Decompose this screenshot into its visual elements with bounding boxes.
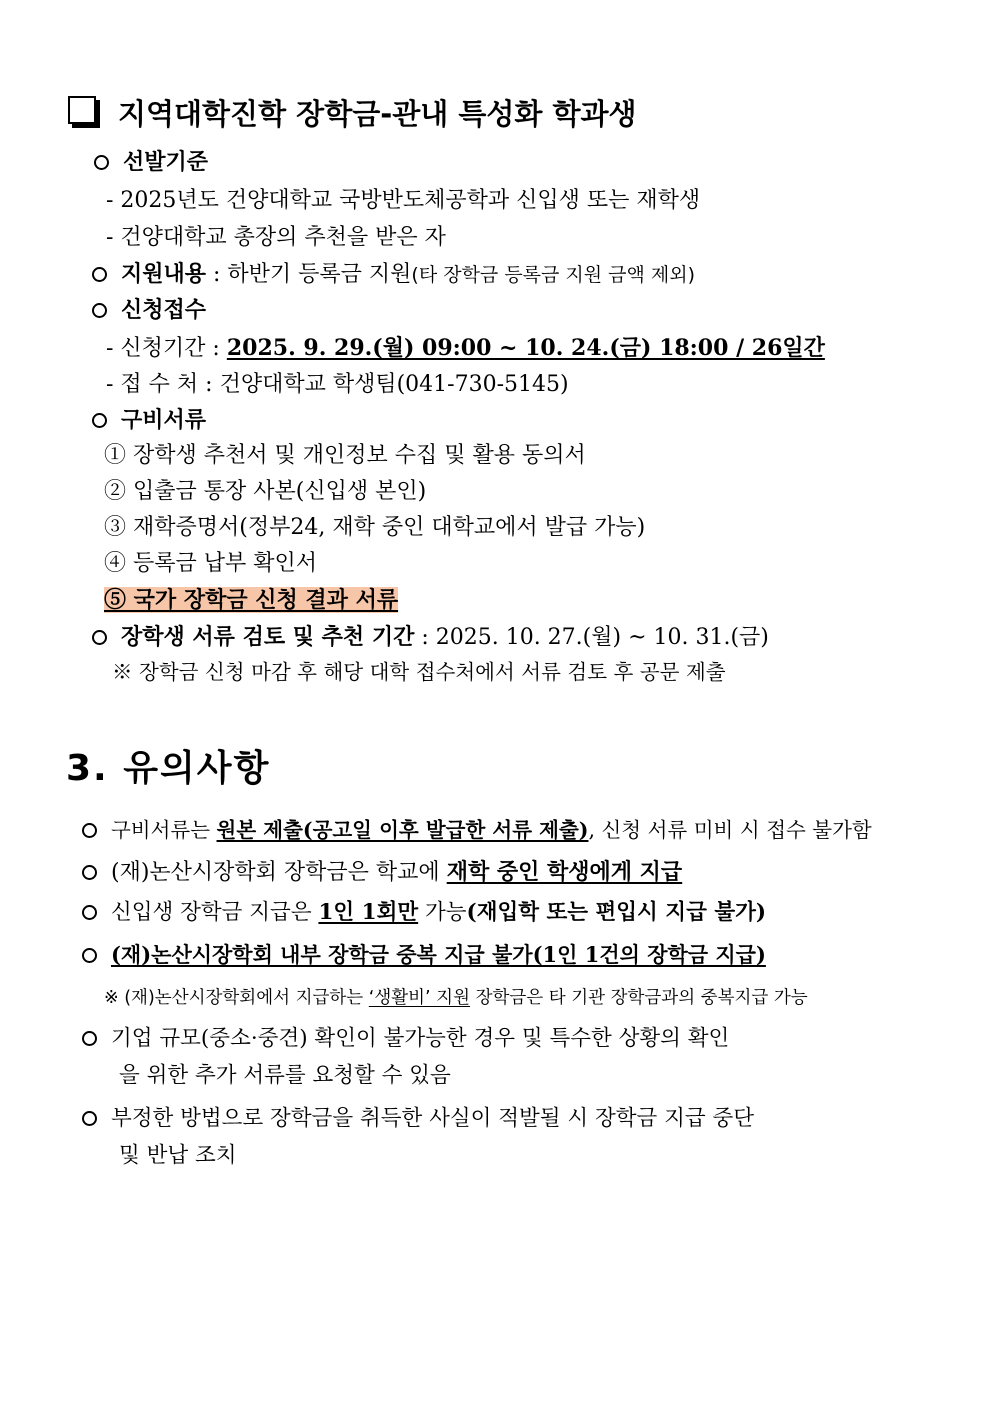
review-note: ※ 장학금 신청 마감 후 해당 대학 접수처에서 서류 검토 후 공문 제출 [112, 660, 726, 684]
checkbox-square-icon [68, 96, 100, 128]
doc-item-highlighted: ⑤ 국가 장학금 신청 결과 서류 [104, 587, 399, 613]
bullet-circle-icon [82, 865, 97, 880]
bullet-circle-icon [92, 630, 107, 645]
apply-period: - 신청기간 : 2025. 9. 29.(월) 09:00 ~ 10. 24.(금) 18:00 / 26일간 [106, 335, 825, 361]
apply-office: - 접 수 처 : 건양대학교 학생팀(041-730-5145) [106, 372, 569, 397]
bullet-circle-icon [82, 1111, 97, 1126]
notes-title: 3. 유의사항 [66, 748, 271, 789]
doc-item: ① 장학생 추천서 및 개인정보 수집 및 활용 동의서 [104, 443, 586, 468]
selection-item: - 건양대학교 총장의 추천을 받은 자 [106, 225, 446, 250]
bullet-circle-icon [92, 267, 107, 282]
doc-item: ④ 등록금 납부 확인서 [104, 551, 317, 576]
note-item-continued: 및 반납 조치 [119, 1143, 237, 1168]
note-item: (재)논산시장학회 장학금은 학교에 재학 중인 학생에게 지급 [82, 857, 682, 888]
selection-item: - 2025년도 건양대학교 국방반도체공학과 신입생 또는 재학생 [106, 188, 701, 213]
bullet-circle-icon [82, 823, 97, 838]
doc-item: ③ 재학증명서(정부24, 재학 중인 대학교에서 발급 가능) [104, 515, 646, 540]
note-item: (재)논산시장학회 내부 장학금 중복 지급 불가(1인 1건의 장학금 지급) [82, 940, 766, 970]
doc-item: ② 입출금 통장 사본(신입생 본인) [104, 479, 427, 504]
selection-heading: 선발기준 [94, 148, 208, 178]
support-line: 지원내용 : 하반기 등록금 지원(타 장학금 등록금 지원 금액 제외) [92, 260, 695, 290]
section-title: 지역대학진학 장학금-관내 특성화 학과생 [118, 97, 637, 131]
apply-heading: 신청접수 [92, 296, 206, 326]
docs-heading: 구비서류 [92, 406, 206, 436]
bullet-circle-icon [82, 1031, 97, 1046]
bullet-circle-icon [82, 948, 97, 963]
note-remark: ※ (재)논산시장학회에서 지급하는 ‘생활비’ 지원 장학금은 타 기관 장학금과의 중복지급 가능 [104, 988, 808, 1008]
review-period: 장학생 서류 검토 및 추천 기간 : 2025. 10. 27.(월) ~ 10. 31.(금) [92, 622, 769, 653]
bullet-circle-icon [82, 905, 97, 920]
note-item-continued: 을 위한 추가 서류를 요청할 수 있음 [119, 1063, 451, 1088]
note-item: 신입생 장학금 지급은 1인 1회만 가능(재입학 또는 편입시 지급 불가) [82, 898, 766, 928]
note-item: 부정한 방법으로 장학금을 취득한 사실이 적발될 시 장학금 지급 중단 [82, 1104, 754, 1134]
bullet-circle-icon [94, 155, 109, 170]
note-item: 기업 규모(중소·중견) 확인이 불가능한 경우 및 특수한 상황의 확인 [82, 1024, 729, 1054]
bullet-circle-icon [92, 413, 107, 428]
bullet-circle-icon [92, 303, 107, 318]
note-item: 구비서류는 원본 제출(공고일 이후 발급한 서류 제출), 신청 서류 미비 시 접수 불가함 [82, 815, 872, 845]
